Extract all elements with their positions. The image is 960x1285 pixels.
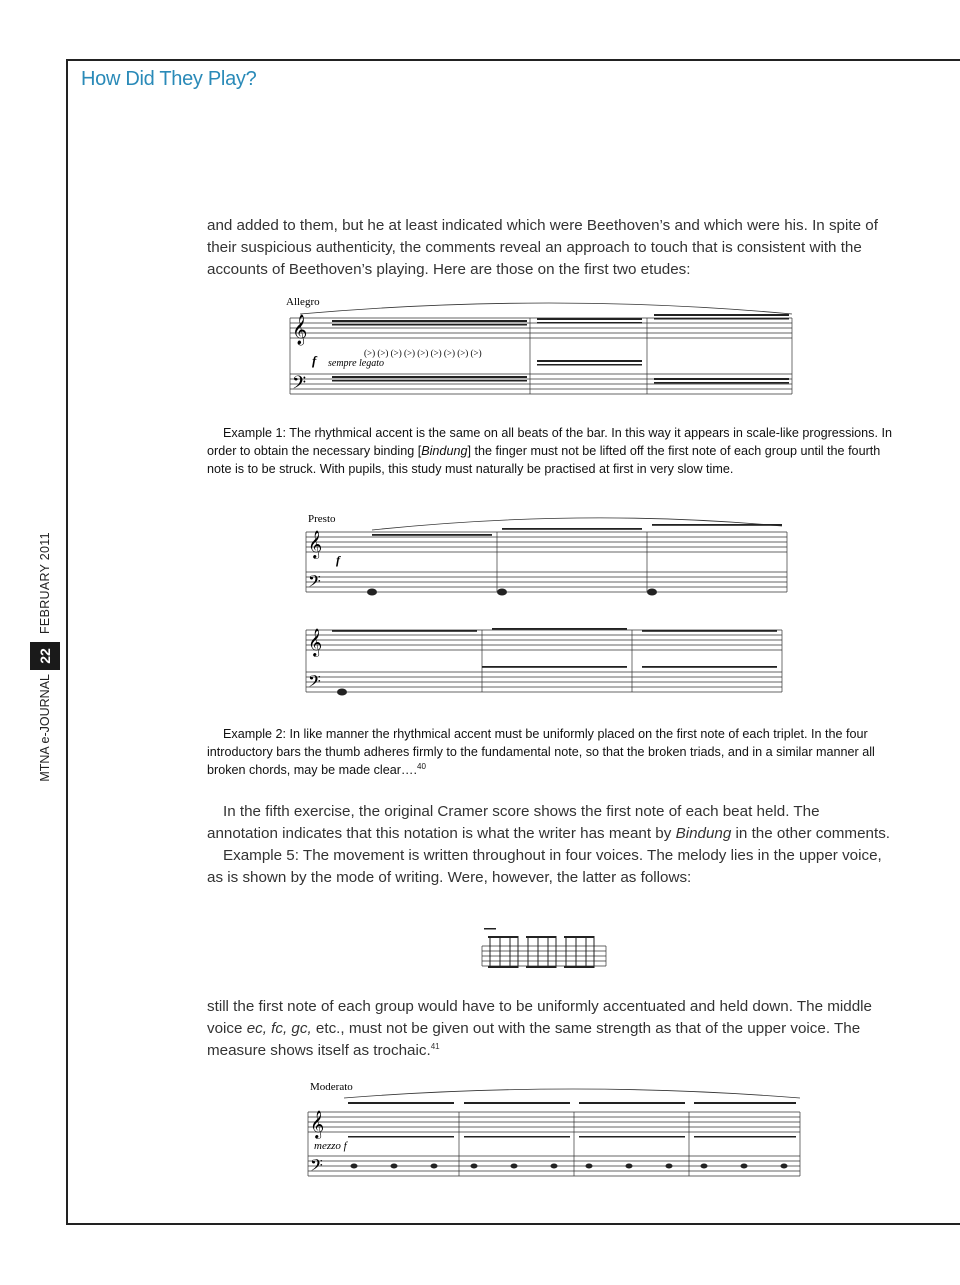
- score-inline-example: [480, 922, 610, 978]
- caption-example-2: [207, 725, 892, 779]
- svg-text:𝄢: 𝄢: [310, 1155, 323, 1179]
- journal-name: MTNA e-JOURNAL: [38, 674, 52, 782]
- caption-2-text: Example 2: In like manner the rhythmical accent must be uniformly placed on the first note of each triplet. In the four introductory bars the thumb adheres firmly to the fundamental note, so that the broken triads, and in a similar manner all broken chords, may be made clear….: [207, 727, 875, 777]
- score-example-2: [302, 510, 792, 700]
- svg-text:(>) (>) (>) (>) (>): (>) (>) (>) (>) (>) (>) (>) (>) (>): [364, 348, 482, 358]
- paragraph-intro-text: and added to them, but he at least indicated which were Beethoven’s and which were his. In spite of their suspicious authenticity, the comments reveal an approach to touch that is consistent with the accounts of Beethoven’s playing. Here are those on the first two etudes:: [207, 217, 878, 278]
- page-number: 22: [30, 642, 60, 670]
- caption-example-1: [207, 424, 892, 478]
- tempo-marking-5: Moderato: [310, 1081, 353, 1093]
- issue-date: FEBRUARY 2011: [38, 532, 52, 634]
- dynamic-marking: f: [312, 353, 317, 368]
- svg-text:𝄢: 𝄢: [308, 571, 321, 595]
- svg-text:𝄞: 𝄞: [308, 628, 323, 656]
- score-example-1: [282, 292, 802, 412]
- para2-before: In the fifth exercise, the original Cramer score shows the first note of each beat held. The annotation indicates that this notation is what the writer has meant by: [207, 803, 820, 842]
- para2-term: Bindung: [675, 825, 732, 842]
- caption-1-term: Bindung: [421, 444, 468, 458]
- expression-marking: sempre legato: [328, 358, 385, 369]
- para4-b: etc., must not be given out with the same strength as that of the upper voice. The measure shows itself as trochaic.: [207, 1020, 861, 1059]
- paragraph-trochaic: [207, 996, 892, 1062]
- footnote-ref-40: 40: [417, 761, 426, 771]
- paragraph-fifth-exercise: [207, 801, 892, 889]
- svg-text:𝄞: 𝄞: [292, 315, 308, 345]
- running-title: How Did They Play?: [81, 68, 257, 90]
- caption-1-after: ] the finger must not be lifted off the first note of each group until the fourth note is to be struck. With pupils, this study must naturally be practised at first in very slow time.: [207, 444, 881, 476]
- caption-1-before: Example 1: The rhythmical accent is the same on all beats of the bar. In this way it appears in scale-like progressions. In order to obtain the necessary binding [: [207, 426, 892, 458]
- tempo-marking-2: Presto: [308, 513, 336, 525]
- sidebar-folio: [30, 518, 60, 782]
- para2-after: in the other comments.: [731, 825, 891, 842]
- paragraph-example-5: Example 5: The movement is written throughout in four voices. The melody lies in the upper voice, as is shown by the mode of writing. Were, however, the latter as follows:: [207, 847, 882, 886]
- footnote-ref-41: 41: [430, 1041, 440, 1051]
- dynamic-marking-5: mezzo f: [314, 1140, 347, 1152]
- para4-a: still the first note of each group would have to be uniformly accentuated and held down. The middle voice: [207, 998, 873, 1037]
- svg-text:𝄞: 𝄞: [310, 1110, 325, 1138]
- paragraph-intro: [207, 215, 892, 281]
- tempo-marking: Allegro: [286, 296, 320, 308]
- svg-text:𝄢: 𝄢: [308, 671, 321, 695]
- svg-text:𝄞: 𝄞: [308, 530, 323, 558]
- dynamic-marking-2: f: [336, 553, 340, 567]
- score-example-5: [304, 1078, 804, 1190]
- para4-terms: ec, fc, gc,: [246, 1020, 312, 1037]
- svg-text:𝄢: 𝄢: [292, 373, 307, 398]
